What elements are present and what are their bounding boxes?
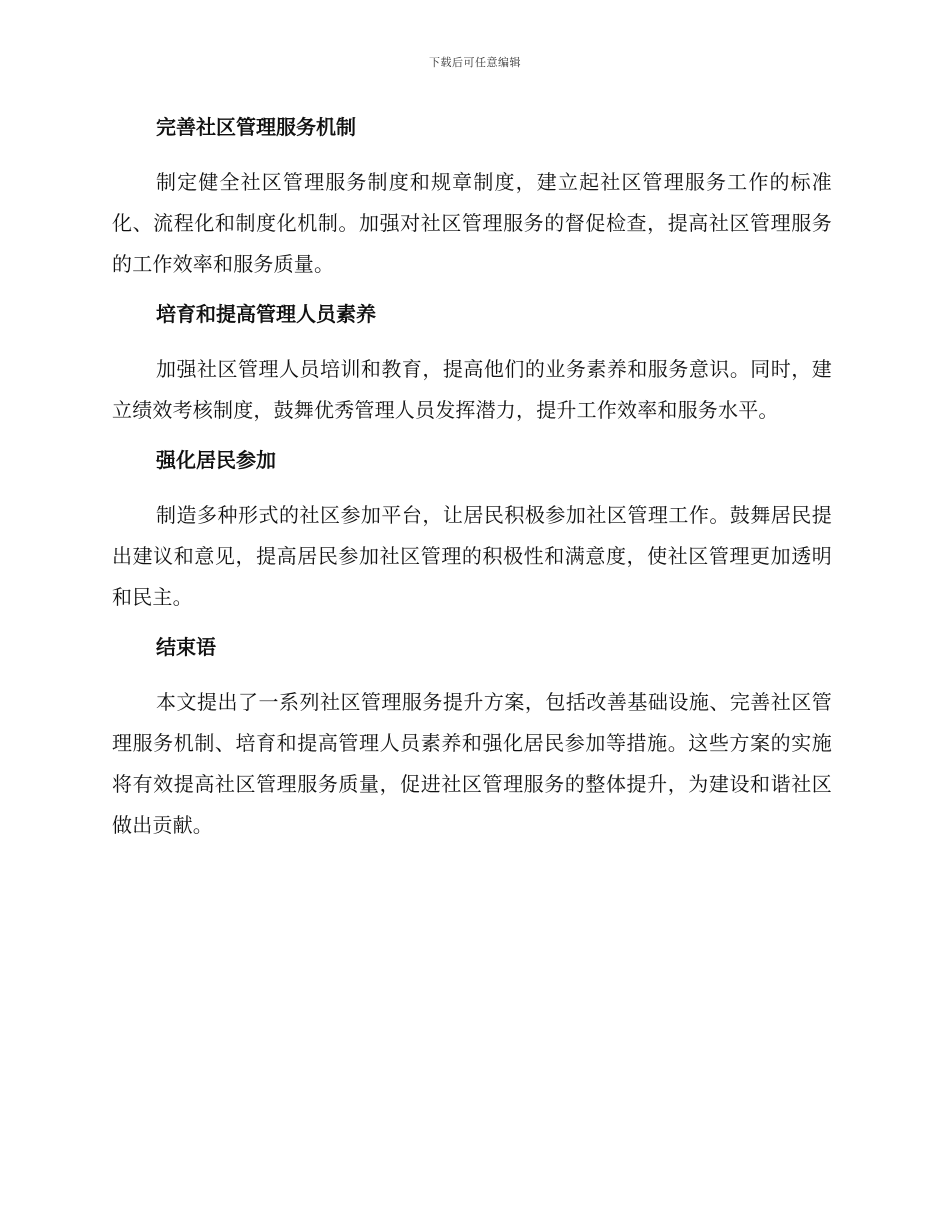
section-resident-participation xyxy=(112,445,832,618)
section-heading: 完善社区管理服务机制 xyxy=(156,115,356,139)
section-heading: 强化居民参加 xyxy=(156,448,276,472)
section-heading: 结束语 xyxy=(156,635,216,659)
section-paragraph: 本文提出了一系列社区管理服务提升方案，包括改善基础设施、完善社区管理服务机制、培育和提高管理人员素养和强化居民参加等措施。这些方案的实施将有效提高社区管理服务质量，促进社区管理服务的整体提升，为建设和谐社区做出贡献。 xyxy=(112,690,832,837)
section-paragraph: 制定健全社区管理服务制度和规章制度，建立起社区管理服务工作的标准化、流程化和制度化机制。加强对社区管理服务的督促检查，提高社区管理服务的工作效率和服务质量。 xyxy=(112,170,832,276)
section-paragraph: 加强社区管理人员培训和教育，提高他们的业务素养和服务意识。同时，建立绩效考核制度，鼓舞优秀管理人员发挥潜力，提升工作效率和服务水平。 xyxy=(112,357,832,422)
section-mechanism xyxy=(112,112,832,285)
section-heading: 培育和提高管理人员素养 xyxy=(156,302,376,326)
document-body xyxy=(112,112,832,860)
section-paragraph: 制造多种形式的社区参加平台，让居民积极参加社区管理工作。鼓舞居民提出建议和意见，提高居民参加社区管理的积极性和满意度，使社区管理更加透明和民主。 xyxy=(112,503,832,609)
section-conclusion xyxy=(112,632,832,846)
page-header: 下载后可任意编辑 xyxy=(429,56,521,69)
section-staff-quality xyxy=(112,299,832,431)
